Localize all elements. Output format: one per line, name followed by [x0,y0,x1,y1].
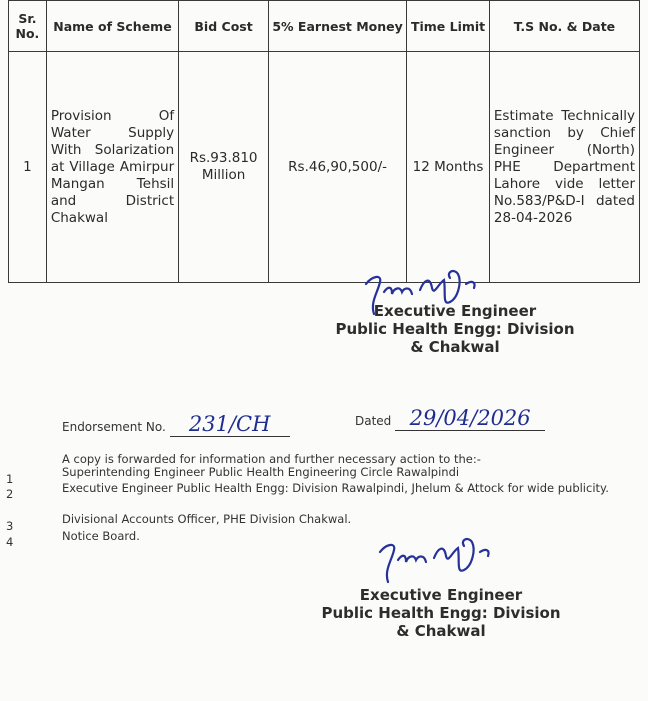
recipient-number: 3 [6,519,14,533]
signature-1-office: Public Health Engg: Division [335,320,575,338]
header-name-of-scheme: Name of Scheme [46,1,178,52]
recipient-number: 1 [6,472,14,486]
header-earnest-money: 5% Earnest Money [268,1,406,52]
recipient-text: Notice Board. [62,529,140,543]
endorsement-label: Endorsement No. [62,420,166,434]
signature-block-2 [306,586,576,640]
table-row [9,52,640,283]
cell-sr: 1 [9,52,47,283]
recipient-text: Executive Engineer Public Health Engg: Division Rawalpindi, Jhelum & Attock for wide publicity. [62,481,609,495]
endorsement-line [62,412,290,437]
header-time-limit: Time Limit [407,1,490,52]
cell-scheme-name: Provision Of Water Supply With Solarization at Village Amirpur Mangan Tehsil and District Chakwal [46,52,178,283]
header-sr: Sr. No. [9,1,47,52]
signature-1-title: Executive Engineer [373,302,537,320]
header-ts-no-date: T.S No. & Date [489,1,639,52]
endorsement-number-field [170,412,290,437]
signature-scribble-2 [372,528,522,590]
scheme-table [8,0,640,283]
dated-label: Dated [355,414,392,428]
dated-field [395,406,545,431]
signature-2-place: & Chakwal [396,622,486,640]
cell-time-limit: 12 Months [407,52,490,283]
header-bid-cost: Bid Cost [179,1,269,52]
recipient-number: 2 [6,487,14,501]
copy-forward-intro: A copy is forwarded for information and further necessary action to the:- [62,452,481,466]
cell-ts-details: Estimate Technically sanction by Chief Engineer (North) PHE Department Lahore vide letter No.583/P&D-I dated 28-04-2026 [489,52,639,283]
signature-2-office: Public Health Engg: Division [321,604,561,622]
recipient-number: 4 [6,535,14,549]
signature-block-1 [320,302,590,356]
signature-1-place: & Chakwal [410,338,500,356]
endorsement-number: 231/CH [188,412,271,436]
cell-bid-cost: Rs.93.810 Million [179,52,269,283]
recipient-text: Superintending Engineer Public Health Engineering Circle Rawalpindi [62,465,460,479]
signature-2-title: Executive Engineer [359,586,523,604]
dated-line [355,406,545,431]
table-header-row [9,1,640,52]
cell-earnest-money: Rs.46,90,500/- [268,52,406,283]
recipient-text: Divisional Accounts Officer, PHE Division Chakwal. [62,512,352,526]
endorsement-date: 29/04/2026 [409,406,531,430]
